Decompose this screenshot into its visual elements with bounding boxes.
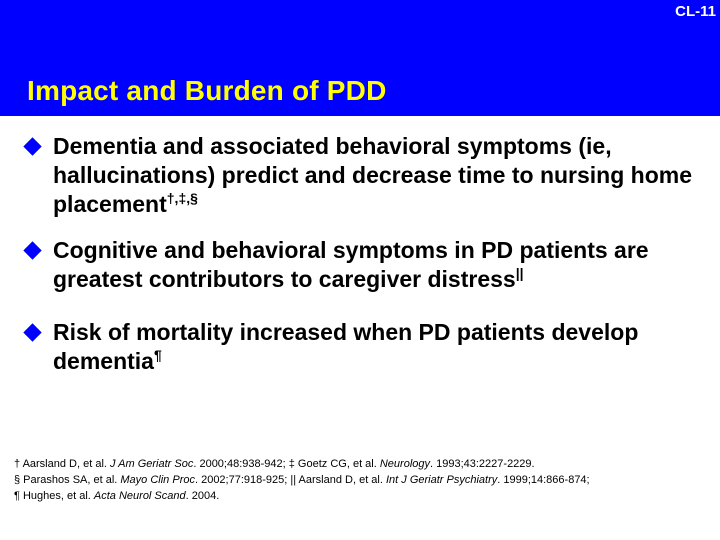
reference-line [14, 456, 714, 472]
reference-line [14, 488, 714, 504]
slide-id: CL-11 [675, 3, 716, 20]
reference-text: . 1999;14:866-874; [497, 474, 590, 486]
bullet-text-body: Cognitive and behavioral symptoms in PD patients are greatest contributors to caregiver distress [53, 237, 649, 292]
reference-line [14, 472, 714, 488]
reference-text: † Aarsland D, et al. [14, 458, 110, 470]
journal-name: Int J Geriatr Psychiatry [385, 474, 498, 486]
bullet-item [26, 132, 706, 219]
reference-text: . 2002;77:918-925; || Aarsland D, et al. [194, 474, 386, 486]
slide-title: Impact and Burden of PDD [27, 75, 387, 106]
content-area [0, 116, 720, 540]
reference-text: . 1993;43:2227-2229. [430, 458, 535, 470]
references [14, 456, 714, 504]
journal-name: Acta Neurol Scand [93, 490, 186, 502]
bullet-text-body: Risk of mortality increased when PD patients develop dementia [53, 319, 639, 374]
bullet-text [53, 318, 706, 376]
bullet-text [53, 236, 706, 294]
bullet-text-body: Dementia and associated behavioral symptoms (ie, hallucinations) predict and decrease time to nursing home placement [53, 133, 693, 217]
diamond-bullet-icon [23, 137, 41, 155]
citation-marker: †,‡,§ [166, 190, 198, 206]
journal-name: J Am Geriatr Soc [110, 458, 194, 470]
reference-text: ¶ Hughes, et al. [14, 490, 94, 502]
bullet-item [26, 318, 706, 376]
journal-name: Mayo Clin Proc [120, 474, 195, 486]
citation-marker: ¶ [153, 347, 162, 363]
journal-name: Neurology [379, 458, 430, 470]
reference-text: . 2000;48:938-942; ‡ Goetz CG, et al. [193, 458, 380, 470]
diamond-bullet-icon [23, 241, 41, 259]
diamond-bullet-icon [23, 323, 41, 341]
citation-marker: || [515, 265, 524, 281]
bullet-item [26, 236, 706, 294]
reference-text: § Parashos SA, et al. [14, 474, 121, 486]
reference-text: . 2004. [185, 490, 220, 502]
bullet-text [53, 132, 706, 219]
